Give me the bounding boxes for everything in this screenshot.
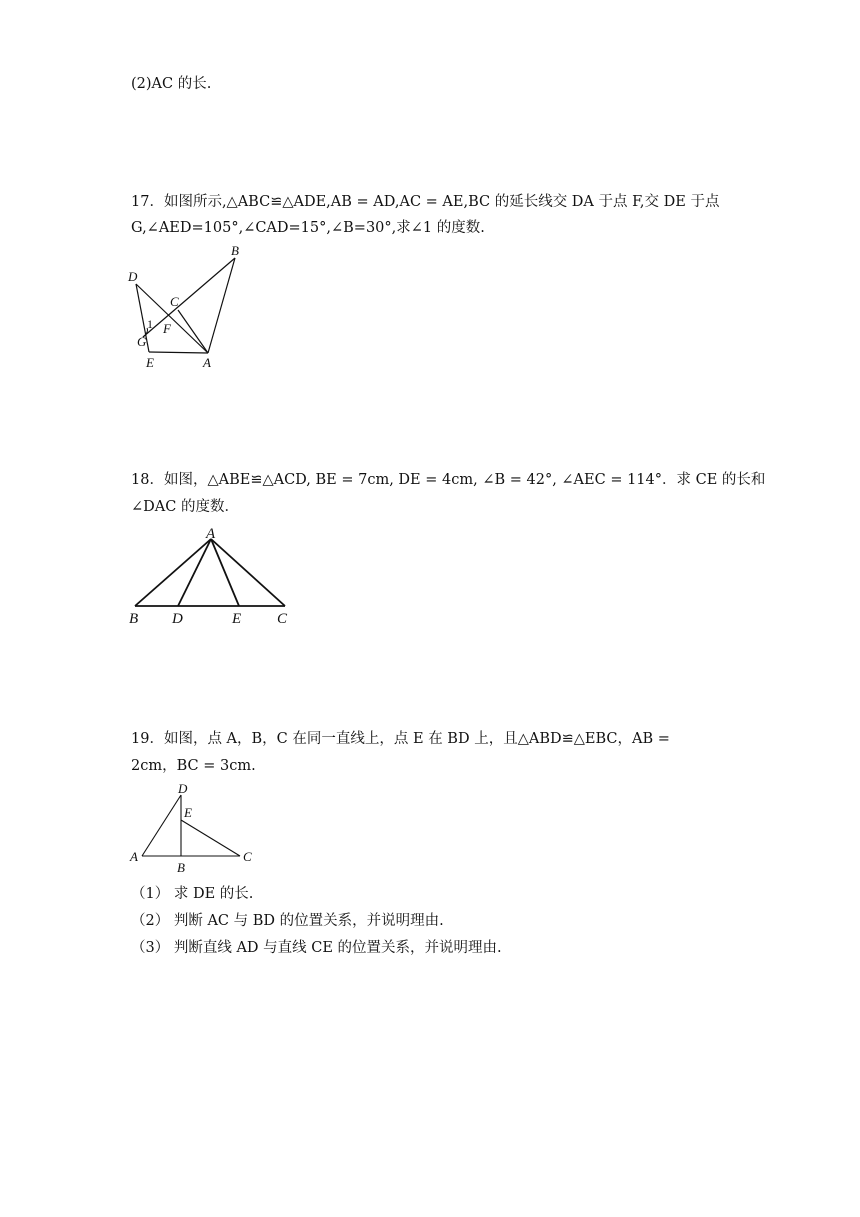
q19-label-C: C <box>243 849 252 864</box>
q18-label-B: B <box>129 611 139 627</box>
q17-label-D: D <box>128 269 138 284</box>
q18-text-line1: 18．如图，△ABE≌△ACD, BE = 7cm, DE = 4cm, ∠B = 42°, ∠AEC = 114°．求 CE 的长和 <box>131 472 766 488</box>
q19-item-3: （3） 判断直线 AD 与直线 CE 的位置关系，并说明理由. <box>131 940 502 956</box>
q19-item-2: （2） 判断 AC 与 BD 的位置关系，并说明理由. <box>131 913 444 929</box>
q17-label-E: E <box>146 355 154 370</box>
q18-segment-AD <box>178 539 211 606</box>
q18-segment-AE <box>211 539 239 606</box>
q17-figure <box>125 240 260 372</box>
q19-label-D: D <box>178 781 188 796</box>
q16-part2: (2)AC 的长. <box>131 76 212 92</box>
q18-segment-AC <box>211 539 285 606</box>
q19-figure <box>125 780 260 876</box>
q18-label-A: A <box>206 526 216 542</box>
q17-label-1: 1 <box>147 317 153 331</box>
q19-label-E: E <box>184 805 192 820</box>
q18-figure <box>125 522 297 630</box>
q19-label-B: B <box>177 860 185 875</box>
q18-label-C: C <box>277 611 288 627</box>
q17-segment-AB <box>208 258 235 353</box>
q18-label-D: D <box>172 611 183 627</box>
q19-item-1: （1） 求 DE 的长. <box>131 886 254 902</box>
q17-label-G: G <box>137 334 147 349</box>
q17-text-line2: G,∠AED=105°,∠CAD=15°,∠B=30°,求∠1 的度数. <box>131 220 485 236</box>
q18-label-E: E <box>232 611 242 627</box>
q19-segment-EC <box>181 820 240 856</box>
q17-label-F: F <box>163 321 171 336</box>
q19-label-A: A <box>130 849 138 864</box>
q19-text-line2: 2cm，BC = 3cm. <box>131 758 256 774</box>
q19-text-line1: 19．如图，点 A，B，C 在同一直线上，点 E 在 BD 上，且△ABD≌△EBC，AB = <box>131 731 670 747</box>
q17-segment-EA <box>149 352 208 353</box>
q17-segment-AC <box>178 310 208 353</box>
q17-text-line1: 17．如图所示,△ABC≌△ADE,AB = AD,AC = AE,BC 的延长线交 DA 于点 F,交 DE 于点 <box>131 194 720 210</box>
q19-segment-AD <box>142 795 181 856</box>
q17-label-A: A <box>203 355 211 370</box>
q17-label-C: C <box>170 294 179 309</box>
q17-label-B: B <box>231 243 239 258</box>
q18-segment-AB <box>135 539 211 606</box>
q18-text-line2: ∠DAC 的度数． <box>131 499 239 515</box>
